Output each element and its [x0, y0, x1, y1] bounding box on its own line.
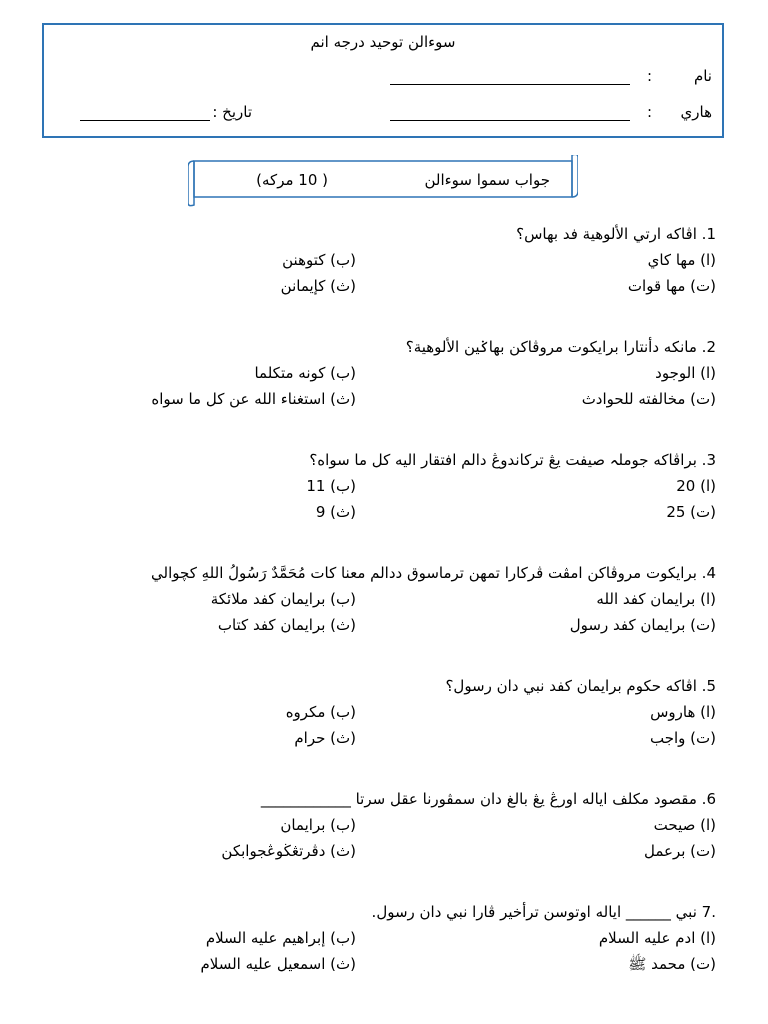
question-number: 2. [701, 338, 716, 356]
option-d[interactable]: (ث) استغناء الله عن كل ما سواه [151, 390, 356, 408]
date-field[interactable] [80, 119, 210, 121]
question-stem: براڤاكه جوملہ صيفت يڠ تركاندوڠ دالم افتقار اليه كل ما سواه؟ [309, 451, 697, 469]
question-5 [60, 673, 716, 751]
option-c[interactable]: (ت) برايمان كفد رسول [569, 616, 716, 634]
option-c[interactable]: (ت) محمد ﷺ [628, 955, 716, 973]
option-b[interactable]: (ب) 11 [306, 477, 356, 495]
question-stem: برايكوت مروڤاكن امڤت ڤركارا تمهن ترماسوق ددالم معنا كات مُحَمَّدٌ رَسُولُ اللهِ كچوالي [151, 564, 697, 582]
option-c[interactable]: (ت) برعمل [643, 842, 716, 860]
date-label: تاريخ : [212, 103, 252, 121]
question-2 [60, 334, 716, 412]
section-marks: ( 10 مركه) [256, 171, 328, 189]
question-text [60, 786, 716, 812]
option-d[interactable]: (ث) دڤرتڠڬوڠجوابكن [221, 842, 356, 860]
option-c[interactable]: (ت) مها قوات [627, 277, 716, 295]
option-b[interactable]: (ب) برايمان [280, 816, 356, 834]
question-3 [60, 447, 716, 525]
day-field[interactable] [390, 119, 630, 121]
question-stem: مقصود مكلف اياله اورڠ يڠ بالغ دان سمڤورنا عقل سرتا ____________ [260, 790, 697, 808]
option-a[interactable]: (ا) الوجود [655, 364, 716, 382]
name-label: نام [693, 67, 712, 85]
option-c[interactable]: (ت) مخالفته للحوادث [581, 390, 716, 408]
question-text [20, 560, 716, 586]
question-text [60, 899, 716, 925]
option-a[interactable]: (ا) مها كاي [647, 251, 716, 269]
option-b[interactable]: (ب) كونه متكلما [254, 364, 356, 382]
option-a[interactable]: (ا) برايمان كفد الله [596, 590, 716, 608]
day-row [681, 103, 712, 121]
option-a[interactable]: (ا) ادم عليه السلام [598, 929, 716, 947]
option-a[interactable]: (ا) صيحت [653, 816, 716, 834]
question-number: 6. [701, 790, 716, 808]
question-6 [60, 786, 716, 864]
name-colon: : [646, 67, 652, 85]
question-text [60, 447, 716, 473]
question-number: 4. [701, 564, 716, 582]
question-stem: نبي ______ اياله اوتوسن ترأخير ڤارا نبي دان رسول. [371, 903, 697, 921]
worksheet-title: سوءالن توحيد درجه انم [310, 33, 456, 51]
day-colon: : [646, 103, 652, 121]
question-number: 3. [701, 451, 716, 469]
question-7 [60, 899, 716, 977]
option-a[interactable]: (ا) هاروس [650, 703, 716, 721]
option-b[interactable]: (ب) كتوهنن [282, 251, 356, 269]
name-row [694, 67, 712, 85]
question-stem: مانكه دأنتارا برايكوت مروڤاكن بهاݢين الألوهية؟ [405, 338, 697, 356]
question-4 [20, 560, 716, 638]
header-box [42, 23, 724, 138]
question-stem: اڤاكه ارتي الألوهية فد بهاس؟ [516, 225, 697, 243]
question-text [60, 221, 716, 247]
question-number: .7 [701, 903, 716, 921]
option-d[interactable]: (ث) كإيمانن [280, 277, 356, 295]
option-b[interactable]: (ب) إبراهيم عليه السلام [205, 929, 356, 947]
option-b[interactable]: (ب) برايمان كفد ملائكة [210, 590, 356, 608]
option-c[interactable]: (ت) واجب [649, 729, 716, 747]
option-d[interactable]: (ث) 9 [315, 503, 356, 521]
section-banner [188, 155, 578, 205]
option-a[interactable]: (ا) 20 [676, 477, 716, 495]
question-text [60, 334, 716, 360]
question-stem: اڤاكه حكوم برايمان كفد نبي دان رسول؟ [445, 677, 697, 695]
day-label: هاري [680, 103, 712, 121]
option-b[interactable]: (ب) مكروه [285, 703, 356, 721]
question-number: 1. [701, 225, 716, 243]
option-d[interactable]: (ث) برايمان كفد كتاب [217, 616, 356, 634]
option-d[interactable]: (ث) اسمعيل عليه السلام [200, 955, 356, 973]
name-field[interactable] [390, 83, 630, 85]
question-text [60, 673, 716, 699]
option-c[interactable]: (ت) 25 [666, 503, 716, 521]
question-1 [60, 221, 716, 299]
section-title: جواب سموا سوءالن [424, 171, 550, 189]
question-number: 5. [701, 677, 716, 695]
option-d[interactable]: (ث) حرام [294, 729, 356, 747]
